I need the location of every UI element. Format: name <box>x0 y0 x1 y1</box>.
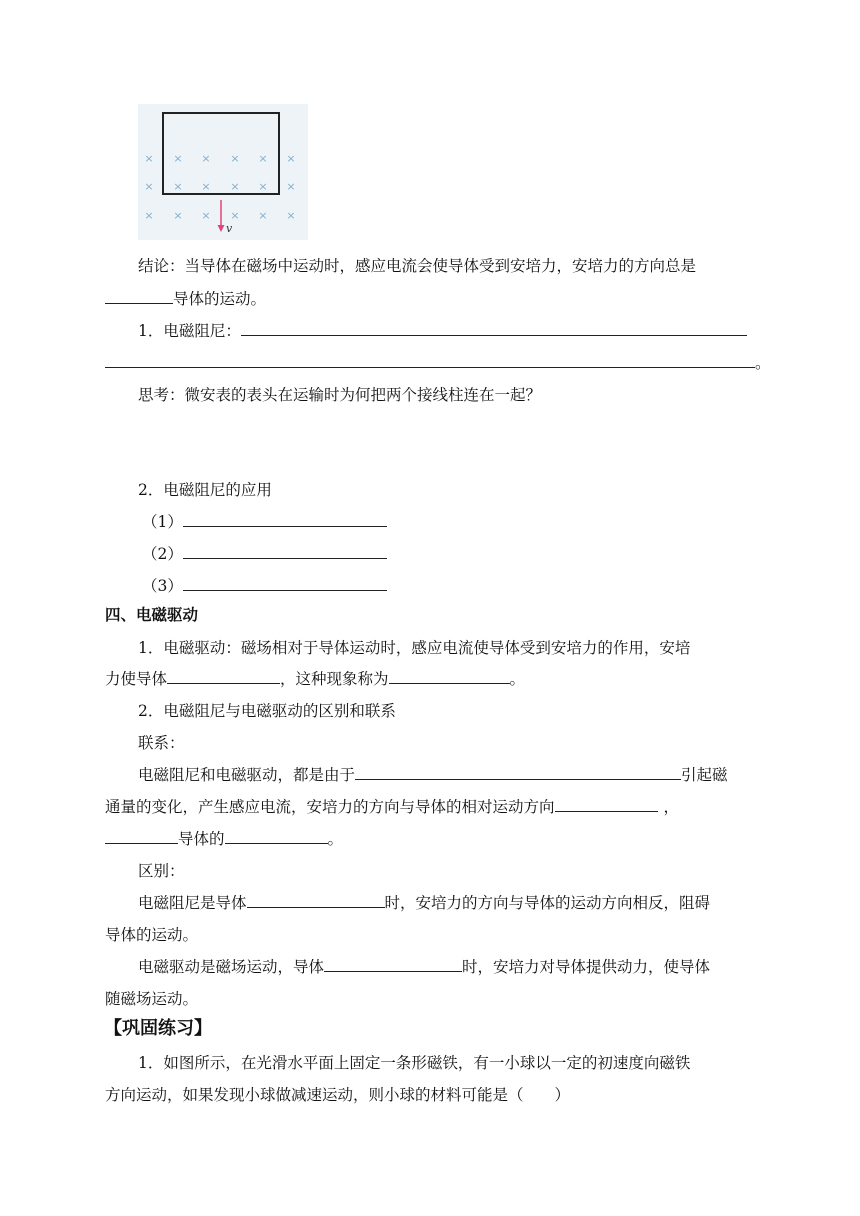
field-mark: × <box>201 180 211 193</box>
question-1-line-2: 方向运动，如果发现小球做减速运动，则小球的材料可能是（ ） <box>105 1086 571 1104</box>
section-title-drive: 四、电磁驱动 <box>105 606 199 624</box>
difference-line-2: 导体的运动。 <box>105 926 199 944</box>
conclusion-suffix: 导体的运动。 <box>173 290 267 308</box>
velocity-label: v <box>226 222 233 235</box>
damping-definition <box>138 320 747 342</box>
field-mark: × <box>258 180 268 193</box>
relation-text-f: 。 <box>327 830 344 848</box>
damping-definition-cont <box>105 352 771 374</box>
conclusion-line-1: 结论：当导体在磁场中运动时，感应电流会使导体受到安培力，安培力的方向总是 <box>138 257 697 275</box>
relation-text-d: ， <box>663 798 680 816</box>
difference-line-1 <box>138 892 710 914</box>
field-mark: × <box>230 209 240 222</box>
field-mark: × <box>230 152 240 165</box>
drive-definition-1: 1．电磁驱动：磁场相对于导体运动时，感应电流使导体受到安培力的作用，安培 <box>138 639 691 657</box>
damping-end: 。 <box>755 354 771 372</box>
blank-conclusion[interactable] <box>105 288 173 304</box>
field-mark: × <box>173 209 183 222</box>
figure-svg <box>138 104 308 240</box>
field-mark: × <box>258 209 268 222</box>
relation-line-3 <box>105 828 343 850</box>
relation-line-1 <box>138 764 728 786</box>
field-mark: × <box>201 209 211 222</box>
drive-definition-2 <box>105 668 525 690</box>
drive-item-2: 2．电磁阻尼与电磁驱动的区别和联系 <box>138 702 396 720</box>
field-mark: × <box>144 152 154 165</box>
blank-diff2[interactable] <box>324 956 462 972</box>
blank-diff1[interactable] <box>247 892 385 908</box>
field-mark: × <box>230 180 240 193</box>
field-mark: × <box>286 152 296 165</box>
drive-text-b: ，这种现象称为 <box>280 670 389 688</box>
blank-application-3[interactable] <box>183 575 387 591</box>
drive-text-c: 。 <box>509 670 526 688</box>
question-1-line-1: 1．如图所示，在光滑水平面上固定一条形磁铁，有一小球以一定的初速度向磁铁 <box>138 1054 691 1072</box>
application-3 <box>142 575 387 597</box>
blank-relation-object[interactable] <box>225 828 328 844</box>
field-mark: × <box>144 180 154 193</box>
diff2-text-b: 时，安培力对导体提供动力，使导体 <box>462 958 711 976</box>
field-mark: × <box>173 180 183 193</box>
application-1 <box>142 511 387 533</box>
field-mark: × <box>286 209 296 222</box>
blank-drive-effect[interactable] <box>167 668 280 684</box>
blank-relation-cause[interactable] <box>355 764 681 780</box>
magnetic-field-figure <box>138 104 308 240</box>
field-mark: × <box>286 180 296 193</box>
relation-text-b: 引起磁 <box>681 766 728 784</box>
difference-line-4: 随磁场运动。 <box>105 990 199 1008</box>
relation-label: 联系： <box>138 734 185 752</box>
blank-relation-direction[interactable] <box>555 796 658 812</box>
think-question: 思考：微安表的表头在运输时为何把两个接线柱连在一起？ <box>138 386 542 404</box>
damping-applications-heading: 2．电磁阻尼的应用 <box>138 481 272 499</box>
field-mark: × <box>144 209 154 222</box>
blank-drive-name[interactable] <box>389 668 510 684</box>
relation-line-2 <box>105 796 679 818</box>
application-1-label: （1） <box>142 513 183 531</box>
conclusion-line-2 <box>105 288 266 310</box>
blank-damping-def-2[interactable] <box>105 352 755 368</box>
relation-text-e: 导体的 <box>178 830 225 848</box>
application-2-label: （2） <box>142 545 183 563</box>
blank-damping-def-1[interactable] <box>241 320 747 336</box>
application-2 <box>142 543 387 565</box>
blank-relation-verb[interactable] <box>105 828 178 844</box>
blank-application-1[interactable] <box>183 511 387 527</box>
relation-text-c: 通量的变化，产生感应电流，安培力的方向与导体的相对运动方向 <box>105 798 555 816</box>
field-mark: × <box>258 152 268 165</box>
relation-text-a: 电磁阻尼和电磁驱动，都是由于 <box>138 766 356 784</box>
drive-text-a: 力使导体 <box>105 670 168 688</box>
diff1-text-b: 时，安培力的方向与导体的运动方向相反，阻碍 <box>384 894 711 912</box>
diff2-text-a: 电磁驱动是磁场运动，导体 <box>138 958 325 976</box>
application-3-label: （3） <box>142 577 183 595</box>
blank-application-2[interactable] <box>183 543 387 559</box>
difference-label: 区别： <box>138 862 185 880</box>
difference-line-3 <box>138 956 710 978</box>
damping-label: 1．电磁阻尼： <box>138 322 241 340</box>
practice-title: 【巩固练习】 <box>104 1018 212 1039</box>
field-mark: × <box>173 152 183 165</box>
diff1-text-a: 电磁阻尼是导体 <box>138 894 247 912</box>
field-mark: × <box>201 152 211 165</box>
